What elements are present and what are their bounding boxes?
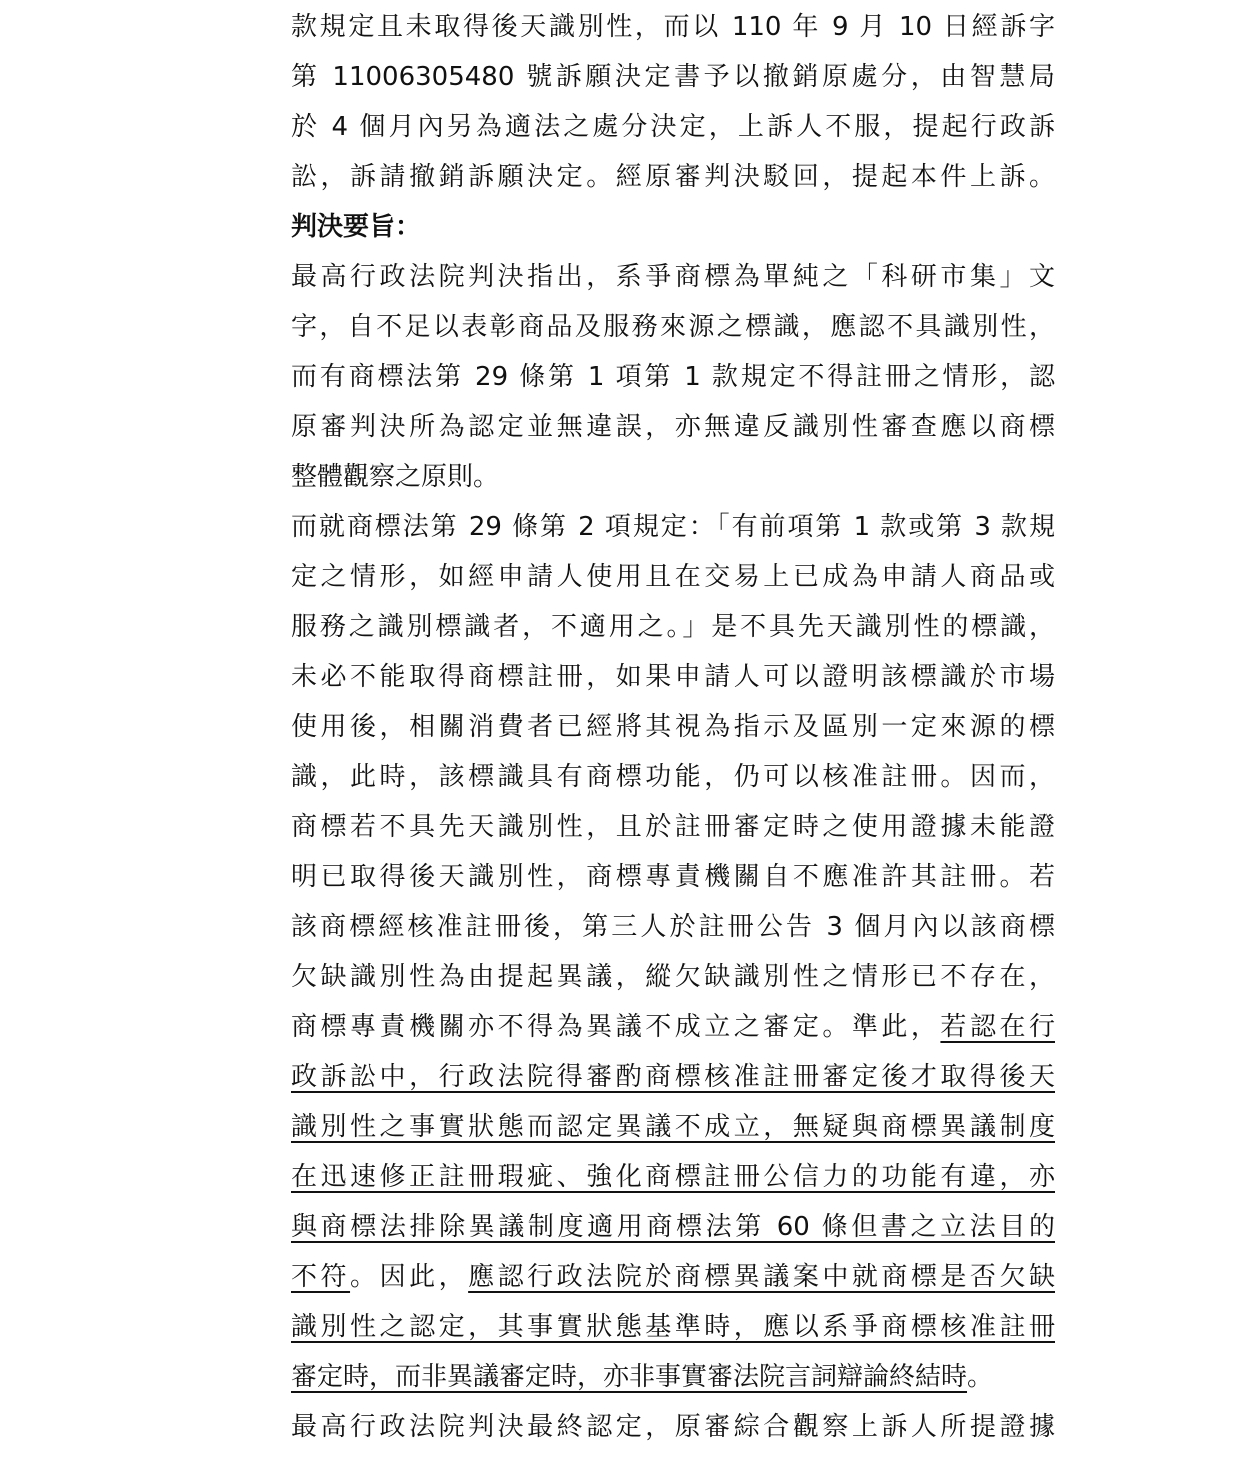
underlined-text: 應認行政法院於商標異議案中就商標是否欠缺 [468, 1262, 1055, 1292]
text-line: 字，自不足以表彰商品及服務來源之標識，應認不具識別性， [291, 312, 1055, 342]
text-line [291, 1252, 1055, 1302]
underlined-line: 識別性之事實狀態而認定異議不成立，無疑與商標異議制度 [291, 1112, 1055, 1142]
text-line: 定之情形，如經申請人使用且在交易上已成為申請人商品或 [291, 562, 1055, 592]
text-line: 原審判決所為認定並無違誤，亦無違反識別性審查應以商標 [291, 412, 1055, 442]
text-line: 該商標經核准註冊後，第三人於註冊公告 3 個月內以該商標 [291, 912, 1055, 942]
underlined-line: 在迅速修正註冊瑕疵、強化商標註冊公信力的功能有違，亦 [291, 1162, 1055, 1192]
underlined-text: 若認在行 [940, 1012, 1055, 1042]
underlined-line: 與商標法排除異議制度適用商標法第 60 條但書之立法目的 [291, 1212, 1055, 1242]
document-page [291, 0, 1055, 1450]
text-line: 商標若不具先天識別性，且於註冊審定時之使用證據未能證 [291, 812, 1055, 842]
text-line: 訟，訴請撤銷訴願決定。經原審判決駁回，提起本件上訴。 [291, 162, 1055, 192]
text-line: 而就商標法第 29 條第 2 項規定：「有前項第 1 款或第 3 款規 [291, 512, 1055, 542]
text-line: 款規定且未取得後天識別性，而以 110 年 9 月 10 日經訴字 [291, 12, 1055, 42]
text-line: 整體觀察之原則。 [291, 462, 500, 492]
text-line: 第 11006305480 號訴願決定書予以撤銷原處分，由智慧局 [291, 62, 1055, 92]
underlined-line: 識別性之認定，其事實狀態基準時，應以系爭商標核准註冊 [291, 1312, 1055, 1342]
text-line: 服務之識別標識者，不適用之。」是不具先天識別性的標識， [291, 612, 1055, 642]
plain-text: 。因此， [350, 1262, 469, 1292]
text-line: 未必不能取得商標註冊，如果申請人可以證明該標識於市場 [291, 662, 1055, 692]
text-line: 而有商標法第 29 條第 1 項第 1 款規定不得註冊之情形，認 [291, 362, 1055, 392]
text-line: 最高行政法院判決最終認定，原審綜合觀察上訴人所提證據 [291, 1412, 1055, 1442]
underlined-line: 政訴訟中，行政法院得審酌商標核准註冊審定後才取得後天 [291, 1062, 1055, 1092]
text-line [291, 1002, 1055, 1052]
plain-text: 商標專責機關亦不得為異議不成立之審定。準此， [291, 1012, 941, 1042]
plain-text: 。 [967, 1362, 994, 1392]
text-line [291, 1352, 1055, 1402]
text-line: 識，此時，該標識具有商標功能，仍可以核准註冊。因而， [291, 762, 1055, 792]
text-line: 欠缺識別性為由提起異議，縱欠缺識別性之情形已不存在， [291, 962, 1055, 992]
section-heading: 判決要旨： [291, 212, 422, 242]
text-line: 最高行政法院判決指出，系爭商標為單純之「科研市集」文 [291, 262, 1055, 292]
text-line: 於 4 個月內另為適法之處分決定，上訴人不服，提起行政訴 [291, 112, 1055, 142]
text-line: 明已取得後天識別性，商標專責機關自不應准許其註冊。若 [291, 862, 1055, 892]
text-line: 使用後，相關消費者已經將其視為指示及區別一定來源的標 [291, 712, 1055, 742]
underlined-text: 審定時，而非異議審定時，亦非事實審法院言詞辯論終結時 [291, 1362, 968, 1392]
underlined-text: 不符 [291, 1262, 351, 1292]
